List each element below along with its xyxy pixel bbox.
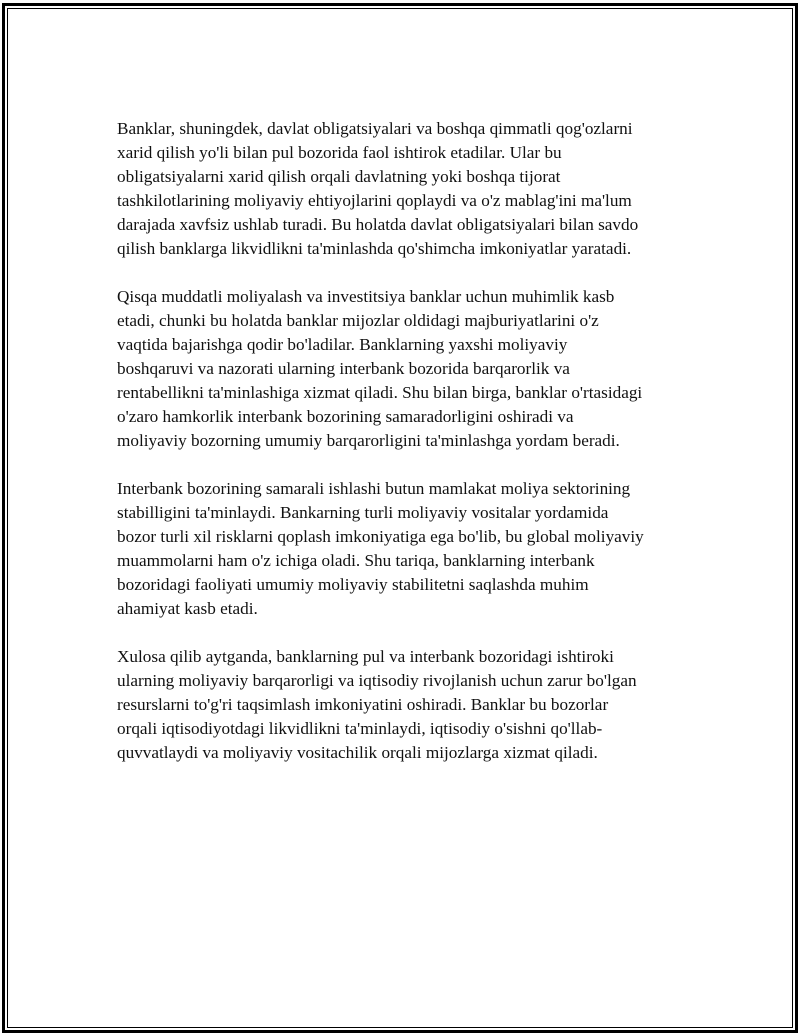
text-line: o'zaro hamkorlik interbank bozorining samaradorligini oshiradi va	[117, 407, 574, 426]
text-line: ahamiyat kasb etadi.	[117, 599, 258, 618]
text-line: ularning moliyaviy barqarorligi va iqtisodiy rivojlanish uchun zarur bo'lgan	[117, 671, 637, 690]
text-line: moliyaviy bozorning umumiy barqarorligini ta'minlashga yordam beradi.	[117, 431, 620, 450]
text-line: orqali iqtisodiyotdagi likvidlikni ta'minlaydi, iqtisodiy o'sishni qo'llab-	[117, 719, 603, 738]
text-line: Xulosa qilib aytganda, banklarning pul va interbank bozoridagi ishtiroki	[117, 647, 614, 666]
text-line: xarid qilish yo'li bilan pul bozorida faol ishtirok etadilar. Ular bu	[117, 143, 562, 162]
text-line: muammolarni ham o'z ichiga oladi. Shu tariqa, banklarning interbank	[117, 551, 595, 570]
text-line: tashkilotlarining moliyaviy ehtiyojlarini qoplaydi va o'z mablag'ini ma'lum	[117, 191, 632, 210]
paragraph-2	[117, 285, 683, 453]
text-line: rentabellikni ta'minlashiga xizmat qiladi. Shu bilan birga, banklar o'rtasidagi	[117, 383, 643, 402]
text-line: Banklar, shuningdek, davlat obligatsiyalari va boshqa qimmatli qog'ozlarni	[117, 119, 633, 138]
text-line: vaqtida bajarishga qodir bo'ladilar. Banklarning yaxshi moliyaviy	[117, 335, 568, 354]
text-line: Qisqa muddatli moliyalash va investitsiya banklar uchun muhimlik kasb	[117, 287, 615, 306]
text-line: obligatsiyalarni xarid qilish orqali davlatning yoki boshqa tijorat	[117, 167, 561, 186]
text-line: boshqaruvi va nazorati ularning interbank bozorida barqarorlik va	[117, 359, 570, 378]
text-line: bozor turli xil risklarni qoplash imkoniyatiga ega bo'lib, bu global moliyaviy	[117, 527, 644, 546]
paragraph-4	[117, 645, 683, 765]
text-line: stabilligini ta'minlaydi. Bankarning turli moliyaviy vositalar yordamida	[117, 503, 609, 522]
text-line: bozoridagi faoliyati umumiy moliyaviy stabilitetni saqlashda muhim	[117, 575, 589, 594]
paragraph-1	[117, 117, 683, 261]
document-body	[117, 117, 683, 789]
text-line: Interbank bozorining samarali ishlashi butun mamlakat moliya sektorining	[117, 479, 631, 498]
text-line: resurslarni to'g'ri taqsimlash imkoniyatini oshiradi. Banklar bu bozorlar	[117, 695, 609, 714]
text-line: qilish banklarga likvidlikni ta'minlashda qo'shimcha imkoniyatlar yaratadi.	[117, 239, 632, 258]
text-line: darajada xavfsiz ushlab turadi. Bu holatda davlat obligatsiyalari bilan savdo	[117, 215, 639, 234]
text-line: etadi, chunki bu holatda banklar mijozlar oldidagi majburiyatlarini o'z	[117, 311, 599, 330]
paragraph-3	[117, 477, 683, 621]
text-line: quvvatlaydi va moliyaviy vositachilik orqali mijozlarga xizmat qiladi.	[117, 743, 598, 762]
